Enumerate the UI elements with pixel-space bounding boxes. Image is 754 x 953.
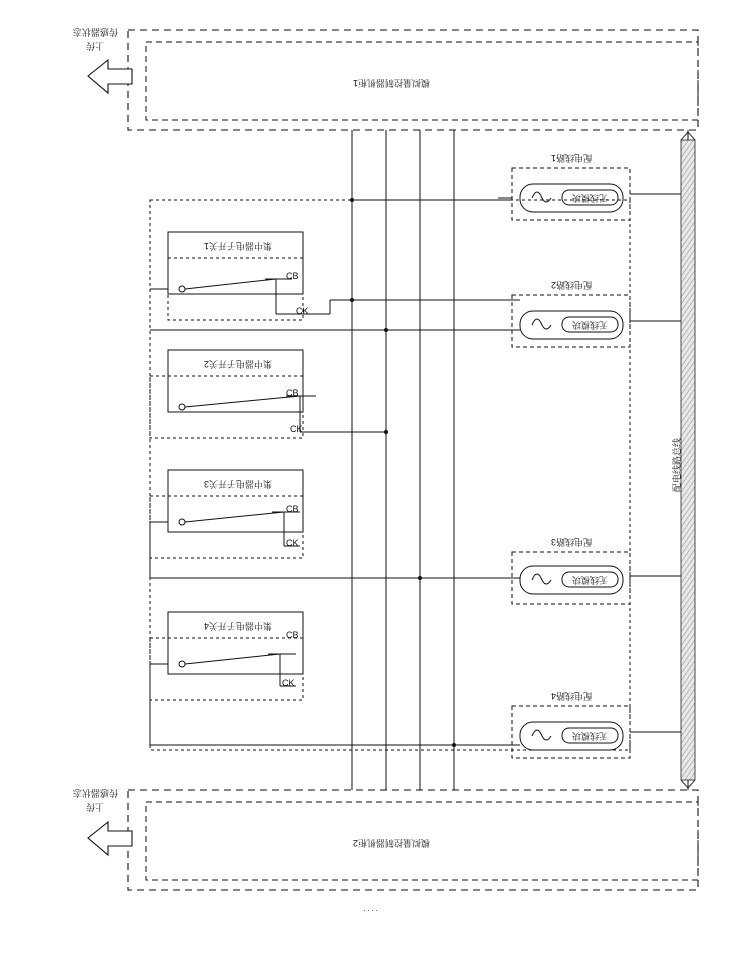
bus-label: 配电线路总线 bbox=[672, 437, 682, 492]
top-controller-cabinet-label: 模拟量控制器机柜1 bbox=[352, 78, 430, 88]
switch-cabinet-4-cb-label: CB bbox=[286, 630, 299, 640]
bottom-controller-cabinet-label: 模拟量控制器机柜2 bbox=[352, 838, 430, 848]
load-box-3-module-label: 无线模块 bbox=[571, 575, 608, 585]
switch-cabinet-4-ck-label: CK bbox=[282, 678, 295, 688]
bottom-upload-arrow-label-1: 传感器状态 bbox=[72, 788, 118, 798]
distribution-bus-bar bbox=[681, 132, 695, 788]
bottom-upload-arrow-label-2: 上传 bbox=[85, 802, 104, 812]
figure-footer-mark: ···· bbox=[363, 905, 379, 915]
switch-cabinet-3-cb-label: CB bbox=[286, 504, 299, 514]
switch-cabinet-1-cb-label: CB bbox=[286, 271, 299, 281]
switch-cabinet-2-title: 集中器电子开关2 bbox=[203, 359, 272, 369]
switch-cabinet-1-title: 集中器电子开关1 bbox=[203, 241, 272, 251]
top-upload-arrow-label-2: 上传 bbox=[85, 41, 104, 51]
switch-cabinet-2-ck-label: CK bbox=[290, 424, 303, 434]
load-box-1-module-label: 无线模块 bbox=[571, 193, 608, 203]
switch-cabinet-4 bbox=[150, 612, 520, 747]
top-upload-arrow-label-1: 传感器状态 bbox=[72, 27, 118, 37]
switch-cabinet-2-cb-label: CB bbox=[286, 388, 299, 398]
load-box-2-module-label: 无线模块 bbox=[571, 320, 608, 330]
bottom-upload-arrow bbox=[88, 822, 132, 855]
feeder-to-load-2 bbox=[150, 328, 520, 332]
switch-cabinet-1-ck-label: CK bbox=[296, 306, 309, 316]
load-box-4-module-label: 无线模块 bbox=[571, 731, 608, 741]
load-box-2-title: 配电线路2 bbox=[550, 280, 592, 290]
switch-cabinet-3-title: 集中器电子开关3 bbox=[203, 479, 272, 489]
load-box-1-title: 配电线路1 bbox=[550, 153, 592, 163]
signal-trunk-lines bbox=[352, 130, 454, 790]
load-box-3-title: 配电线路3 bbox=[550, 537, 592, 547]
switch-cabinet-3-ck-label: CK bbox=[286, 538, 299, 548]
switch-cabinet-4-title: 集中器电子开关4 bbox=[203, 621, 272, 631]
load-box-4-title: 配电线路4 bbox=[550, 691, 592, 701]
top-upload-arrow bbox=[88, 60, 132, 93]
